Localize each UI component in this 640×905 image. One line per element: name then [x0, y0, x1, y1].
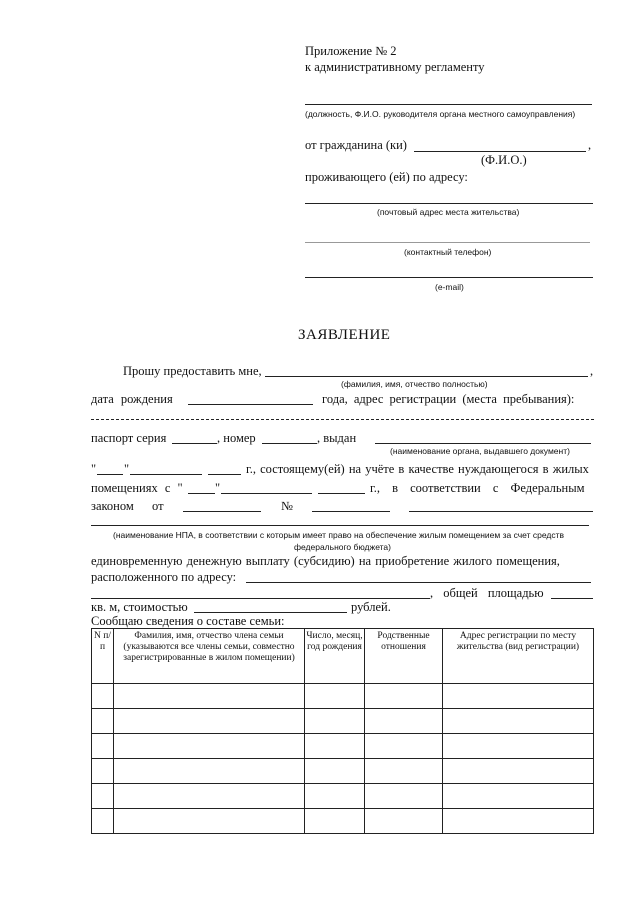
family-table [91, 628, 594, 834]
located-label: расположенного по адресу: [91, 570, 237, 584]
table-cell[interactable] [114, 709, 305, 734]
phone-caption: (контактный телефон) [404, 247, 492, 257]
table-cell[interactable] [365, 809, 443, 834]
comma: , [588, 138, 592, 152]
table-cell[interactable] [443, 784, 594, 809]
applicant-name-fill-line[interactable] [265, 376, 588, 377]
appendix-regulation: к административному регламенту [305, 60, 485, 74]
year-registration-label: года, адрес регистрации (места пребывания): [322, 392, 575, 406]
passport-series-label: паспорт серия [91, 431, 167, 445]
passport-number-fill-line[interactable] [262, 443, 317, 444]
accordance-text: г., в соответствии с Федеральным [370, 481, 585, 495]
year-fill-line[interactable] [208, 474, 241, 475]
table-cell[interactable] [365, 684, 443, 709]
premises-from-label: помещениях с " [91, 481, 183, 495]
email-caption: (e-mail) [435, 282, 464, 292]
npa-caption-1: (наименование НПА, в соответствии с которым имеет право на обеспечение жилым помещением за счет средств [113, 530, 565, 540]
table-cell[interactable] [92, 684, 114, 709]
table-header-row [92, 629, 594, 684]
npa-caption-2: федерального бюджета) [294, 542, 391, 552]
passport-series-fill-line[interactable] [172, 443, 217, 444]
table-cell[interactable] [365, 709, 443, 734]
document-title: ЗАЯВЛЕНИЕ [298, 327, 391, 343]
table-cell[interactable] [443, 759, 594, 784]
table-row [92, 759, 594, 784]
table-cell[interactable] [305, 734, 365, 759]
table-cell[interactable] [305, 809, 365, 834]
table-cell[interactable] [114, 784, 305, 809]
table-cell[interactable] [443, 734, 594, 759]
table-cell[interactable] [305, 684, 365, 709]
request-text: Прошу предоставить мне, [123, 364, 262, 378]
total-area-fill-line[interactable] [551, 598, 593, 599]
located-address-fill-line[interactable] [246, 582, 591, 583]
table-row [92, 709, 594, 734]
phone-fill-line[interactable] [305, 242, 590, 243]
comma: , [590, 364, 594, 378]
appendix-number: Приложение № 2 [305, 44, 397, 58]
fio-caption: (Ф.И.О.) [481, 153, 527, 167]
address-caption: (почтовый адрес места жительства) [377, 207, 520, 217]
table-cell[interactable] [92, 709, 114, 734]
law-number-sign: № [281, 499, 293, 513]
law-from-label: от [152, 499, 164, 513]
quote-close-2: " [215, 481, 221, 495]
residing-label: проживающего (ей) по адресу: [305, 170, 468, 184]
address-fill-line[interactable] [305, 203, 593, 204]
law-name-fill-line[interactable] [409, 511, 593, 512]
law-date-fill-line[interactable] [183, 511, 261, 512]
table-row [92, 784, 594, 809]
located-address-fill-line-2[interactable] [91, 598, 430, 599]
table-cell[interactable] [443, 809, 594, 834]
law-label: законом [91, 499, 134, 513]
total-area-label: , общей площадью [430, 586, 544, 600]
birth-date-underline[interactable] [188, 404, 311, 405]
birth-date-label: дата рождения [91, 392, 173, 406]
table-cell[interactable] [114, 684, 305, 709]
premises-day-fill-line[interactable] [188, 493, 215, 494]
quote-close: " [124, 462, 130, 476]
table-cell[interactable] [305, 784, 365, 809]
table-row [92, 684, 594, 709]
passport-issued-label: , выдан [317, 431, 357, 445]
table-row [92, 809, 594, 834]
table-cell[interactable] [305, 759, 365, 784]
premises-year-fill-line[interactable] [318, 493, 365, 494]
table-cell[interactable] [92, 809, 114, 834]
official-caption: (должность, Ф.И.О. руководителя органа местного самоуправления) [305, 109, 576, 119]
citizen-name-fill-line[interactable] [414, 151, 586, 152]
premises-month-fill-line[interactable] [221, 493, 312, 494]
applicant-name-caption: (фамилия, имя, отчество полностью) [341, 379, 488, 389]
table-cell[interactable] [92, 784, 114, 809]
table-cell[interactable] [114, 734, 305, 759]
table-cell[interactable] [443, 709, 594, 734]
table-row [92, 734, 594, 759]
npa-fill-line[interactable] [91, 525, 589, 526]
quote-open: " [91, 462, 97, 476]
cost-fill-line[interactable] [194, 612, 347, 613]
standing-text: г., состоящему(ей) на учёте в качестве нуждающегося в жилых [246, 462, 589, 476]
table-cell[interactable] [114, 809, 305, 834]
law-number-fill-line[interactable] [312, 511, 390, 512]
registration-address-fill-line[interactable] [91, 419, 594, 420]
from-citizen-label: от гражданина (ки) [305, 138, 407, 152]
table-cell[interactable] [114, 759, 305, 784]
passport-number-label: , номер [217, 431, 256, 445]
col-name-header: Фамилия, имя, отчество члена семьи (указываются все члены семьи, совместно зарегистрированные в жилом помещении) [114, 629, 305, 684]
table-cell[interactable] [92, 759, 114, 784]
table-cell[interactable] [365, 734, 443, 759]
passport-issuer-fill-line[interactable] [375, 443, 591, 444]
official-fill-line[interactable] [305, 104, 592, 105]
day-fill-line[interactable] [97, 474, 123, 475]
col-number-header: N п/п [92, 629, 114, 684]
table-cell[interactable] [305, 709, 365, 734]
email-fill-line[interactable] [305, 277, 593, 278]
payment-text: единовременную денежную выплату (субсидию) на приобретение жилого помещения, [91, 554, 560, 568]
table-cell[interactable] [365, 784, 443, 809]
table-cell[interactable] [365, 759, 443, 784]
table-cell[interactable] [443, 684, 594, 709]
rubles-label: рублей. [351, 600, 391, 614]
sqm-cost-label: кв. м, стоимостью [91, 600, 188, 614]
month-fill-line[interactable] [130, 474, 202, 475]
issuer-caption: (наименование органа, выдавшего документ) [390, 446, 570, 456]
col-address-header: Адрес регистрации по месту жительства (вид регистрации) [443, 629, 594, 684]
col-birth-header: Число, месяц, год рождения [305, 629, 365, 684]
col-relation-header: Родственные отношения [365, 629, 443, 684]
table-cell[interactable] [92, 734, 114, 759]
family-info-label: Сообщаю сведения о составе семьи: [91, 614, 285, 628]
